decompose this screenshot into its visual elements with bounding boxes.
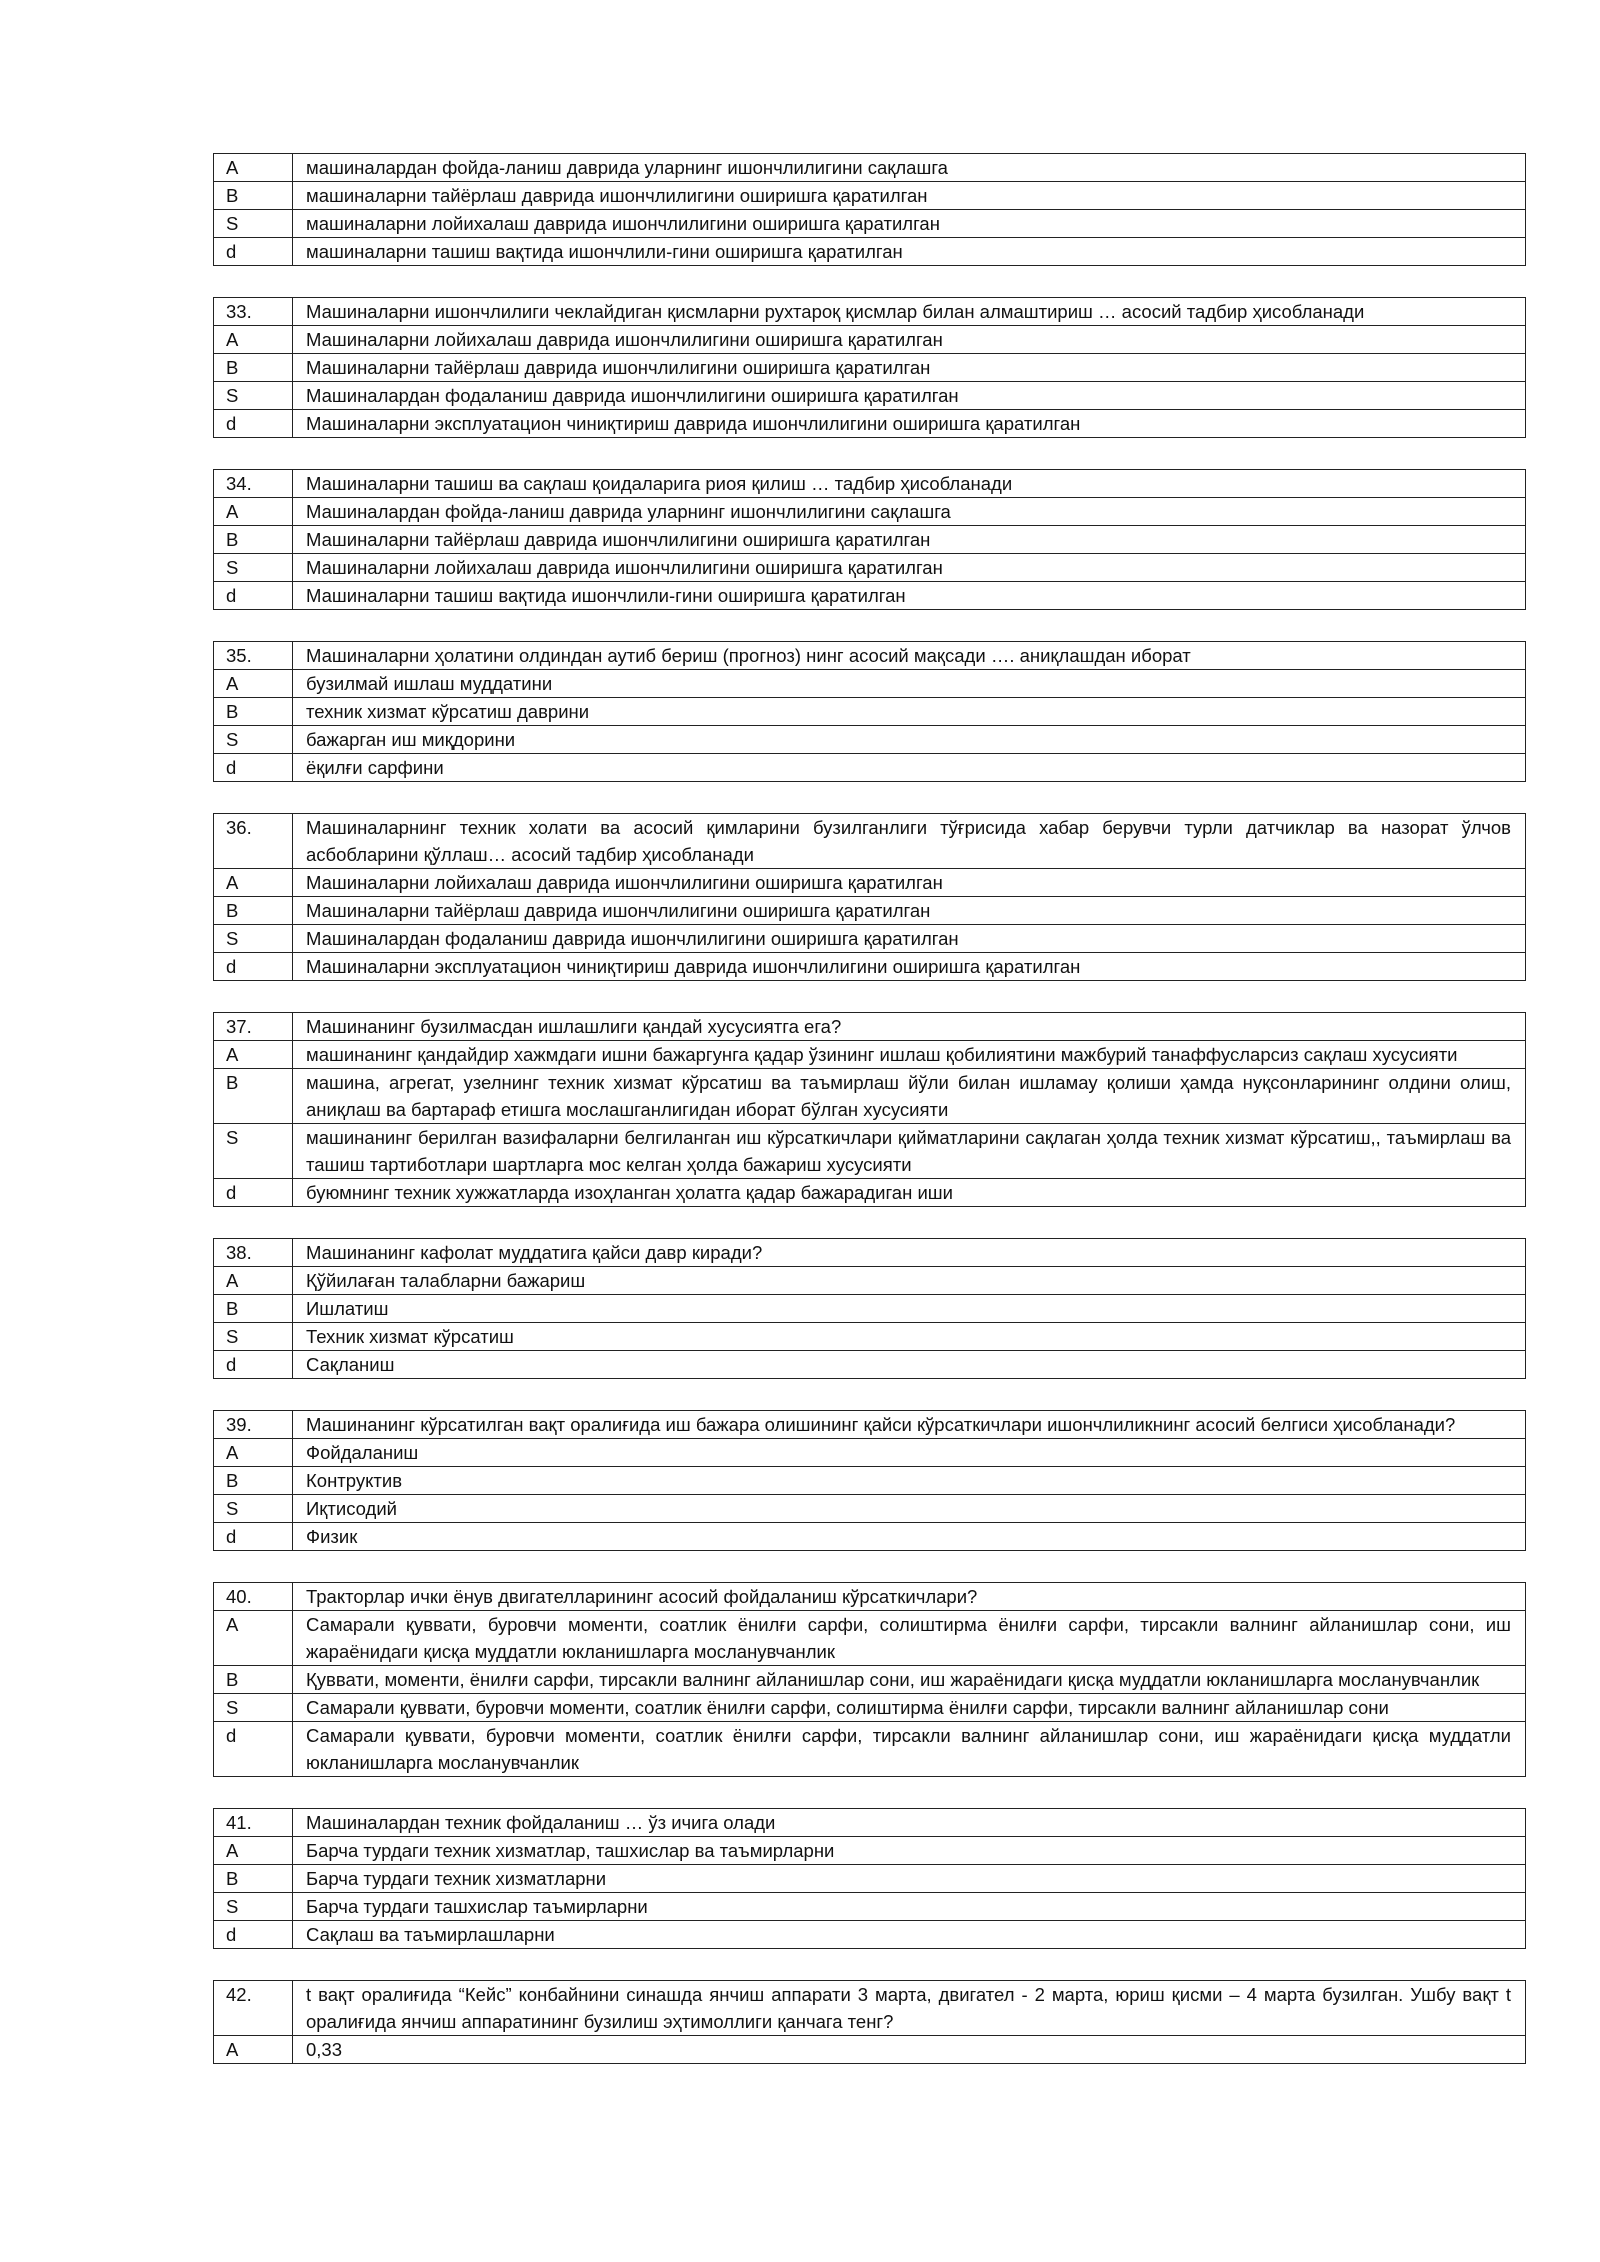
- answer-option-row: [214, 554, 1526, 582]
- option-letter: B: [214, 1666, 293, 1694]
- answer-option-row: [214, 1439, 1526, 1467]
- option-letter: B: [214, 897, 293, 925]
- option-text: Барча турдаги ташхислар таъмирларни: [293, 1893, 1526, 1921]
- question-text: Машиналарни ҳолатини олдиндан аутиб бериш (прогноз) нинг асосий мақсади …. аниқлашдан иборат: [293, 642, 1526, 670]
- option-letter: d: [214, 953, 293, 981]
- answer-option-row: [214, 182, 1526, 210]
- option-letter: B: [214, 354, 293, 382]
- option-letter: d: [214, 1722, 293, 1777]
- question-row: [214, 642, 1526, 670]
- question-number: 39.: [214, 1411, 293, 1439]
- option-text: Машиналарни лойихалаш даврида ишончлилигини оширишга қаратилган: [293, 554, 1526, 582]
- block-spacer: [213, 981, 1526, 1012]
- option-text: машиналардан фойда-ланиш даврида уларнинг ишончлилигини сақлашга: [293, 154, 1526, 182]
- option-text: машиналарни ташиш вақтида ишончлили-гини оширишга қаратилган: [293, 238, 1526, 266]
- option-text: Барча турдаги техник хизматларни: [293, 1865, 1526, 1893]
- answer-option-row: [214, 1041, 1526, 1069]
- option-text: Самарали қуввати, буровчи моменти, соатлик ёнилғи сарфи, солиштирма ёнилғи сарфи, тирсакли валнинг айланишлар сони, иш жараёнидаги қисқа муддатли юкланишларга мосланувчанлик: [293, 1611, 1526, 1666]
- question-text: Машиналардан техник фойдаланиш … ўз ичига олади: [293, 1809, 1526, 1837]
- option-letter: S: [214, 382, 293, 410]
- option-text: машина, агрегат, узелнинг техник хизмат кўрсатиш ва таъмирлаш йўли билан ишламау қолиши ҳамда нуқсонларининг олдини олиш, аниқлаш ва бартараф етишга мослашганлигидан иборат бўлган хусусияти: [293, 1069, 1526, 1124]
- block-spacer: [213, 782, 1526, 813]
- answer-option-row: [214, 1267, 1526, 1295]
- question-text: Машинанинг кўрсатилган вақт оралиғида иш бажара олишининг қайси кўрсаткичлари ишончлиликнинг асосий белгиси ҳисобланади?: [293, 1411, 1526, 1439]
- answer-option-row: [214, 754, 1526, 782]
- option-text: 0,33: [293, 2036, 1526, 2064]
- option-letter: A: [214, 1837, 293, 1865]
- answer-option-row: [214, 498, 1526, 526]
- option-text: Машиналарни эксплуатацион чиниқтириш даврида ишончлилигини оширишга қаратилган: [293, 410, 1526, 438]
- answer-option-row: [214, 1351, 1526, 1379]
- question-text: Тракторлар ички ёнув двигателларининг асосий фойдаланиш кўрсаткичлари?: [293, 1583, 1526, 1611]
- option-text: Ишлатиш: [293, 1295, 1526, 1323]
- block-spacer: [213, 1777, 1526, 1808]
- question-text: Машиналарнинг техник холати ва асосий қимларини бузилганлиги тўғрисида хабар берувчи турли датчиклар ва назорат ўлчов асбобларини қўллаш… асосий тадбир ҳисобланади: [293, 814, 1526, 869]
- question-number: 37.: [214, 1013, 293, 1041]
- question-row: [214, 1013, 1526, 1041]
- answer-option-row: [214, 1495, 1526, 1523]
- answer-option-row: [214, 154, 1526, 182]
- answer-option-row: [214, 1837, 1526, 1865]
- option-text: Қўйилаған талабларни бажариш: [293, 1267, 1526, 1295]
- question-text: t вақт оралиғида “Кейс” конбайнини синашда янчиш аппарати 3 марта, двигател - 2 марта, юриш қисми – 4 марта бузилган. Ушбу вақт t оралиғида янчиш аппаратининг бузилиш эҳтимоллиги қанчага тенг?: [293, 1981, 1526, 2036]
- option-letter: B: [214, 1467, 293, 1495]
- question-table: [213, 153, 1526, 266]
- answer-option-row: [214, 1921, 1526, 1949]
- option-letter: d: [214, 410, 293, 438]
- block-spacer: [213, 266, 1526, 297]
- answer-option-row: [214, 925, 1526, 953]
- question-row: [214, 1981, 1526, 2036]
- answer-option-row: [214, 1179, 1526, 1207]
- option-letter: d: [214, 1921, 293, 1949]
- option-letter: S: [214, 210, 293, 238]
- option-letter: S: [214, 726, 293, 754]
- question-number: 33.: [214, 298, 293, 326]
- document-page: [213, 153, 1526, 2064]
- question-text: Машиналарни ишончлилиги чеклайдиган қисмларни рухтароқ қисмлар билан алмаштириш … асосий тадбир ҳисобланади: [293, 298, 1526, 326]
- option-letter: A: [214, 326, 293, 354]
- option-text: машинанинг берилган вазифаларни белгиланган иш кўрсаткичлари қийматларини сақлаган ҳолда техник хизмат кўрсатиш,, таъмирлаш ва ташиш тартиботлари шартларга мос келган ҳолда бажариш хусусияти: [293, 1124, 1526, 1179]
- option-text: бажарган иш миқдорини: [293, 726, 1526, 754]
- option-letter: d: [214, 1523, 293, 1551]
- option-letter: A: [214, 1611, 293, 1666]
- block-spacer: [213, 438, 1526, 469]
- option-letter: S: [214, 925, 293, 953]
- option-letter: S: [214, 1694, 293, 1722]
- option-text: Сақлаш ва таъмирлашларни: [293, 1921, 1526, 1949]
- answer-option-row: [214, 1666, 1526, 1694]
- block-spacer: [213, 1207, 1526, 1238]
- option-text: Машиналарни ташиш вақтида ишончлили-гини оширишга қаратилган: [293, 582, 1526, 610]
- answer-option-row: [214, 1124, 1526, 1179]
- question-table: [213, 813, 1526, 981]
- option-text: Қуввати, моменти, ёнилғи сарфи, тирсакли валнинг айланишлар сони, иш жараёнидаги қисқа муддатли юкланишларга мосланувчанлик: [293, 1666, 1526, 1694]
- option-text: ёқилғи сарфини: [293, 754, 1526, 782]
- option-letter: B: [214, 1295, 293, 1323]
- option-text: Машиналардан фодаланиш даврида ишончлилигини оширишга қаратилган: [293, 382, 1526, 410]
- option-text: Машиналарни тайёрлаш даврида ишончлилигини оширишга қаратилган: [293, 354, 1526, 382]
- answer-option-row: [214, 670, 1526, 698]
- question-number: 38.: [214, 1239, 293, 1267]
- option-text: Самарали қуввати, буровчи моменти, соатлик ёнилғи сарфи, солиштирма ёнилғи сарфи, тирсакли валнинг айланишлар сони: [293, 1694, 1526, 1722]
- answer-option-row: [214, 1694, 1526, 1722]
- answer-option-row: [214, 1295, 1526, 1323]
- question-table: [213, 1410, 1526, 1551]
- option-letter: A: [214, 670, 293, 698]
- question-table: [213, 1582, 1526, 1777]
- answer-option-row: [214, 354, 1526, 382]
- block-spacer: [213, 1949, 1526, 1980]
- option-text: Иқтисодий: [293, 1495, 1526, 1523]
- option-letter: S: [214, 1893, 293, 1921]
- question-number: 41.: [214, 1809, 293, 1837]
- question-text: Машиналарни ташиш ва сақлаш қоидаларига риоя қилиш … тадбир ҳисобланади: [293, 470, 1526, 498]
- option-text: машиналарни лойихалаш даврида ишончлилигини оширишга қаратилган: [293, 210, 1526, 238]
- answer-option-row: [214, 897, 1526, 925]
- option-text: Машиналарни эксплуатацион чиниқтириш даврида ишончлилигини оширишга қаратилган: [293, 953, 1526, 981]
- answer-option-row: [214, 726, 1526, 754]
- question-number: 42.: [214, 1981, 293, 2036]
- option-letter: d: [214, 238, 293, 266]
- block-spacer: [213, 610, 1526, 641]
- answer-option-row: [214, 238, 1526, 266]
- option-letter: A: [214, 498, 293, 526]
- option-text: техник хизмат кўрсатиш даврини: [293, 698, 1526, 726]
- answer-option-row: [214, 2036, 1526, 2064]
- option-text: машинанинг қандайдир хажмдаги ишни бажаргунга қадар ўзининг ишлаш қобилиятини мажбурий танаффусларсиз сақлаш хусусияти: [293, 1041, 1526, 1069]
- question-number: 35.: [214, 642, 293, 670]
- option-text: Самарали қуввати, буровчи моменти, соатлик ёнилғи сарфи, тирсакли валнинг айланишлар сони, иш жараёнидаги қисқа муддатли юкланишларга мосланувчанлик: [293, 1722, 1526, 1777]
- answer-option-row: [214, 1523, 1526, 1551]
- option-letter: S: [214, 1323, 293, 1351]
- answer-option-row: [214, 1893, 1526, 1921]
- option-text: Машиналарни лойихалаш даврида ишончлилигини оширишга қаратилган: [293, 869, 1526, 897]
- option-letter: d: [214, 754, 293, 782]
- option-text: Машиналарни тайёрлаш даврида ишончлилигини оширишга қаратилган: [293, 526, 1526, 554]
- answer-option-row: [214, 1611, 1526, 1666]
- option-letter: d: [214, 582, 293, 610]
- answer-option-row: [214, 210, 1526, 238]
- question-text: Машинанинг бузилмасдан ишлашлиги қандай хусусиятга ега?: [293, 1013, 1526, 1041]
- answer-option-row: [214, 698, 1526, 726]
- option-letter: d: [214, 1179, 293, 1207]
- option-text: Техник хизмат кўрсатиш: [293, 1323, 1526, 1351]
- answer-option-row: [214, 382, 1526, 410]
- option-text: Барча турдаги техник хизматлар, ташхислар ва таъмирларни: [293, 1837, 1526, 1865]
- option-text: Сақланиш: [293, 1351, 1526, 1379]
- answer-option-row: [214, 410, 1526, 438]
- answer-option-row: [214, 1467, 1526, 1495]
- option-letter: S: [214, 554, 293, 582]
- question-row: [214, 470, 1526, 498]
- option-letter: d: [214, 1351, 293, 1379]
- option-letter: B: [214, 182, 293, 210]
- option-letter: A: [214, 154, 293, 182]
- block-spacer: [213, 1379, 1526, 1410]
- answer-option-row: [214, 1069, 1526, 1124]
- option-letter: S: [214, 1495, 293, 1523]
- question-table: [213, 641, 1526, 782]
- answer-option-row: [214, 1722, 1526, 1777]
- question-row: [214, 1583, 1526, 1611]
- question-row: [214, 1411, 1526, 1439]
- option-letter: B: [214, 526, 293, 554]
- question-number: 34.: [214, 470, 293, 498]
- block-spacer: [213, 1551, 1526, 1582]
- question-table: [213, 1808, 1526, 1949]
- option-letter: A: [214, 1041, 293, 1069]
- question-table: [213, 1012, 1526, 1207]
- question-row: [214, 1239, 1526, 1267]
- option-letter: A: [214, 1267, 293, 1295]
- answer-option-row: [214, 582, 1526, 610]
- option-letter: B: [214, 1069, 293, 1124]
- option-letter: A: [214, 869, 293, 897]
- answer-option-row: [214, 953, 1526, 981]
- option-text: Контруктив: [293, 1467, 1526, 1495]
- answer-option-row: [214, 526, 1526, 554]
- option-letter: B: [214, 1865, 293, 1893]
- question-number: 36.: [214, 814, 293, 869]
- option-text: Физик: [293, 1523, 1526, 1551]
- option-text: машиналарни тайёрлаш даврида ишончлилигини оширишга қаратилган: [293, 182, 1526, 210]
- question-row: [214, 1809, 1526, 1837]
- question-table: [213, 297, 1526, 438]
- answer-option-row: [214, 1865, 1526, 1893]
- question-table: [213, 1980, 1526, 2064]
- option-letter: A: [214, 1439, 293, 1467]
- answer-option-row: [214, 1323, 1526, 1351]
- option-text: Машиналардан фойда-ланиш даврида уларнинг ишончлилигини сақлашга: [293, 498, 1526, 526]
- answer-option-row: [214, 869, 1526, 897]
- question-row: [214, 814, 1526, 869]
- option-text: бузилмай ишлаш муддатини: [293, 670, 1526, 698]
- option-text: Машиналарни лойихалаш даврида ишончлилигини оширишга қаратилган: [293, 326, 1526, 354]
- question-table: [213, 469, 1526, 610]
- answer-option-row: [214, 326, 1526, 354]
- question-row: [214, 298, 1526, 326]
- option-text: буюмнинг техник хужжатларда изоҳланган ҳолатга қадар бажарадиган иши: [293, 1179, 1526, 1207]
- question-number: 40.: [214, 1583, 293, 1611]
- option-text: Машиналарни тайёрлаш даврида ишончлилигини оширишга қаратилган: [293, 897, 1526, 925]
- option-text: Машиналардан фодаланиш даврида ишончлилигини оширишга қаратилган: [293, 925, 1526, 953]
- option-text: Фойдаланиш: [293, 1439, 1526, 1467]
- option-letter: S: [214, 1124, 293, 1179]
- option-letter: B: [214, 698, 293, 726]
- question-text: Машинанинг кафолат муддатига қайси давр киради?: [293, 1239, 1526, 1267]
- question-table: [213, 1238, 1526, 1379]
- option-letter: A: [214, 2036, 293, 2064]
